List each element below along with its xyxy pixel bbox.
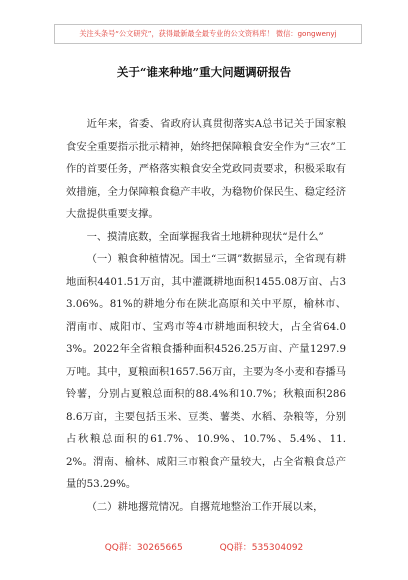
footer-qq-group-2: QQ群：535304092 [219,543,304,553]
footer-qq-group-1: QQ群：30265665 [104,543,183,553]
footer [0,540,408,553]
document-body [66,113,346,518]
paragraph-grain-planting: （一）粮食种植情况。国土“三调”数据显示，全省现有耕地面积4401.51万亩，其中灌溉耕地面积1455.08万亩、占33.06%。81%的耕地分布在陕北高原和关中平原，榆林市、渭南市、咸阳市、宝鸡市等4市耕地面积较大，占全省64.03%。2022年全省粮食播种面积4526.25万亩、产量1297.9万吨。其中，夏粮面积1657.56万亩，主要为冬小麦和春播马铃薯，分别占夏粮总面积的88.4%和10.7%；秋粮面积2868.6万亩，主要包括玉米、豆类、薯类、水稻、杂粮等，分别占秋粮总面积的61.7%、10.9%、10.7%、5.4%、11.2%。渭南、榆林、咸阳三市粮食产量较大，占全省粮食总产量的53.29%。 [66,253,346,490]
section-heading-1: 一、摸清底数，全面掌握我省土地耕种现状“是什么” [86,230,324,243]
header-banner: 关注头条号“公文研究”，获得最新最全最专业的公文资料库！ 微信：gongwenyj [54,24,362,44]
paragraph-intro: 近年来，省委、省政府认真贯彻落实A总书记关于国家粮食安全重要指示批示精神，始终把保障粮食安全作为“三农”工作的首要任务，严格落实粮食安全党政同责要求，积极采取有效措施，全力保障粮食稳产丰收，为稳物价保民生、稳定经济大盘提供重要支撑。 [66,118,346,220]
document-title: 关于“谁来种地”重大问题调研报告 [116,65,292,79]
paragraph-abandoned-land: （二）耕地撂荒情况。自撂荒地整治工作开展以来， [86,500,324,513]
